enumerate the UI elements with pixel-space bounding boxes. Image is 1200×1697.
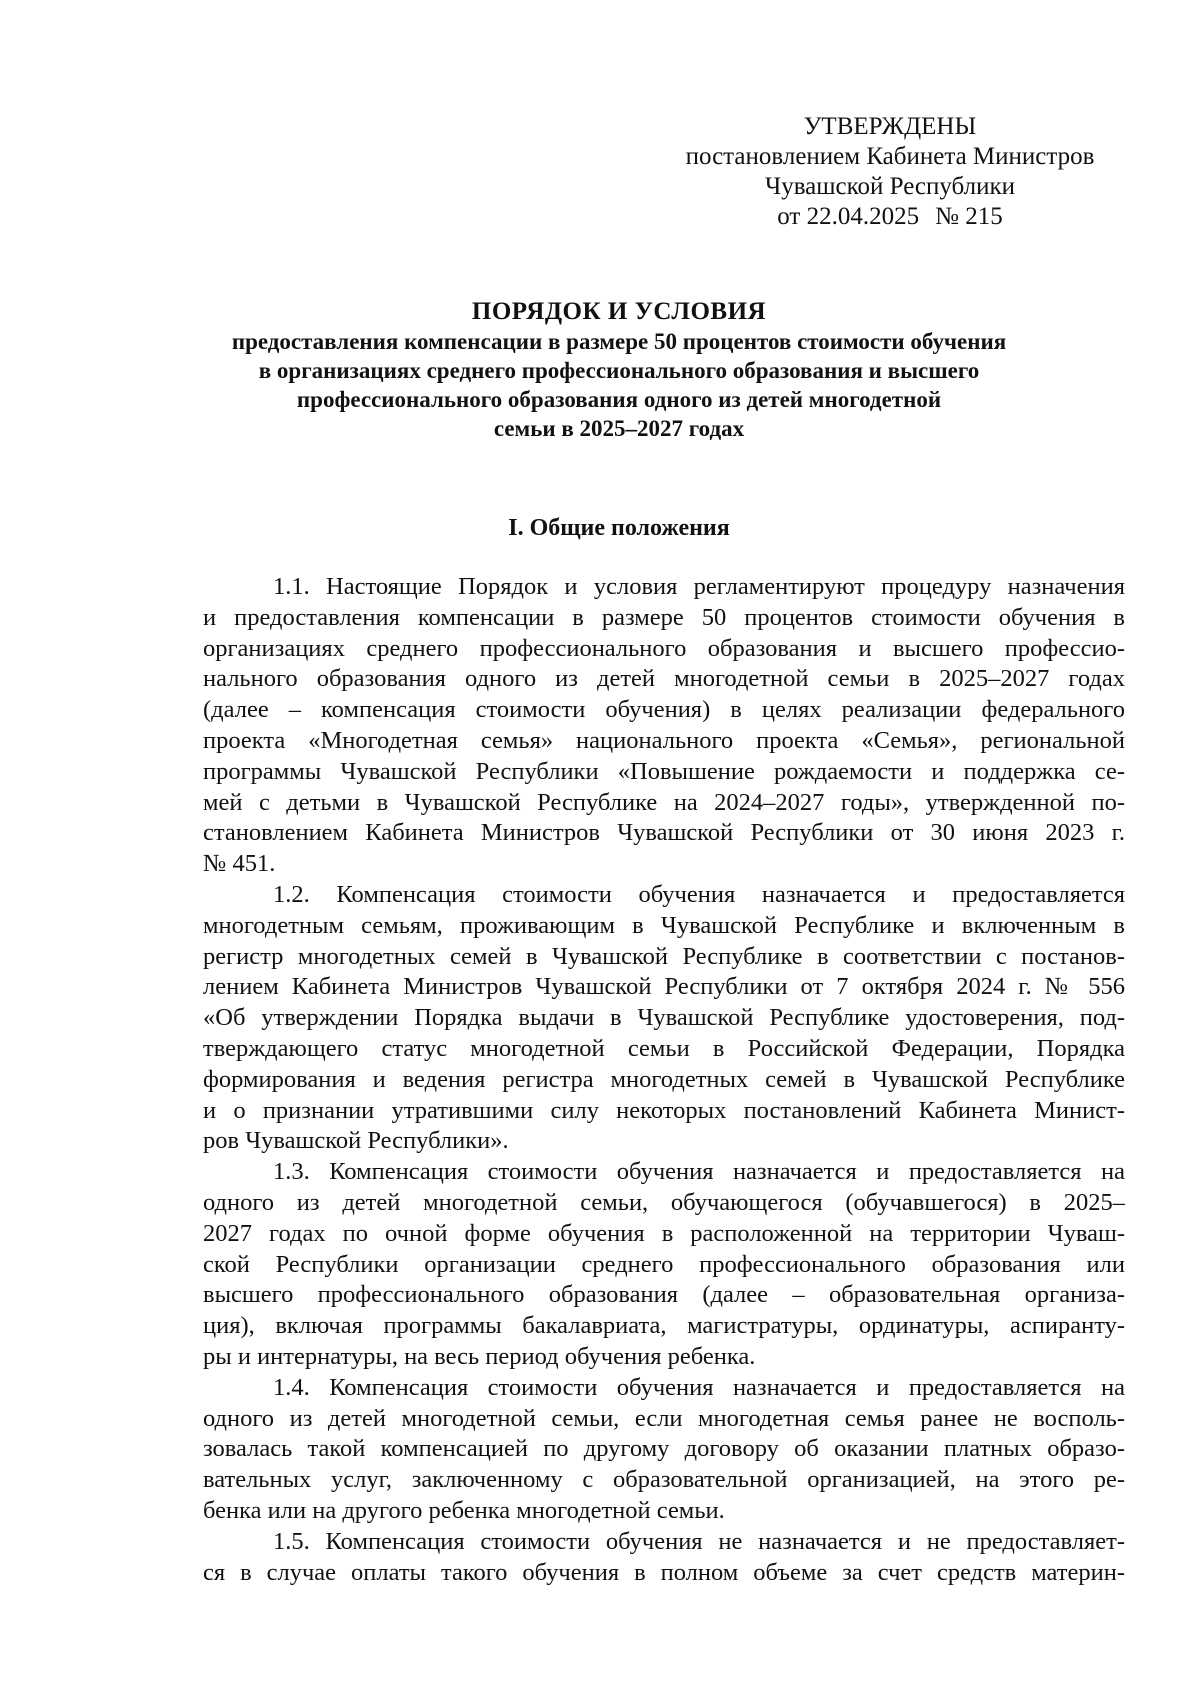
paragraph-line: программы Чувашской Республики «Повышение рождаемости и поддержка се- — [203, 757, 1125, 785]
section-heading: I. Общие положения — [508, 515, 730, 541]
paragraph-line: 1.3. Компенсация стоимости обучения назначается и предоставляется на — [273, 1158, 1125, 1186]
approval-date: от 22.04.2025 — [777, 203, 920, 230]
paragraph-line: регистр многодетных семей в Чувашской Республике в соответствии с постанов- — [203, 942, 1125, 970]
paragraph-line: лением Кабинета Министров Чувашской Республики от 7 октября 2024 г. № 556 — [203, 973, 1125, 1001]
document-body — [203, 572, 1125, 1588]
approval-date-line — [660, 202, 1120, 232]
paragraph-line: ской Республики организации среднего профессионального образования или — [203, 1250, 1125, 1278]
paragraph-line: организациях среднего профессионального образования и высшего профессио- — [203, 634, 1125, 662]
paragraph-line: бенка или на другого ребенка многодетной семьи. — [203, 1496, 725, 1524]
paragraph-line: нального образования одного из детей многодетной семьи в 2025–2027 годах — [203, 665, 1125, 693]
paragraph-line: 2027 годах по очной форме обучения в расположенной на территории Чуваш- — [203, 1219, 1125, 1247]
approval-republic: Чувашской Республики — [764, 173, 1016, 200]
paragraph — [203, 1157, 1125, 1373]
document-title-block — [150, 296, 1088, 443]
subtitle-line: в организациях среднего профессионального образования и высшего — [258, 358, 980, 383]
paragraph — [203, 1373, 1125, 1527]
paragraph-line: 1.5. Компенсация стоимости обучения не назначается и не предоставляет- — [273, 1527, 1125, 1555]
subtitle-line: предоставления компенсации в размере 50 процентов стоимости обучения — [231, 329, 1007, 354]
document-title: ПОРЯДОК И УСЛОВИЯ — [471, 298, 767, 325]
paragraph — [203, 572, 1125, 880]
paragraph-line: становлением Кабинета Министров Чувашской Республики от 30 июня 2023 г. — [203, 819, 1125, 847]
approval-stamp-block — [660, 112, 1120, 232]
paragraph-line: и предоставления компенсации в размере 50 процентов стоимости обучения в — [203, 603, 1125, 631]
subtitle-line: профессионального образования одного из детей многодетной — [296, 387, 942, 412]
paragraph-line: тверждающего статус многодетной семьи в Российской Федерации, Порядка — [203, 1034, 1125, 1062]
paragraph-line: многодетным семьям, проживающим в Чувашской Республике и включенным в — [203, 911, 1125, 939]
paragraph-line: и о признании утратившими силу некоторых постановлений Кабинета Минист- — [203, 1096, 1125, 1124]
paragraph-line: зовалась такой компенсацией по другому договору об оказании платных образо- — [203, 1435, 1125, 1463]
paragraph-line: (далее – компенсация стоимости обучения) в целях реализации федерального — [203, 696, 1125, 724]
document-subtitle — [150, 327, 1088, 443]
paragraph-line: ров Чувашской Республики». — [203, 1127, 509, 1155]
paragraph-line: № 451. — [203, 850, 276, 878]
paragraph-line: ция), включая программы бакалавриата, магистратуры, ординатуры, аспиранту- — [203, 1312, 1125, 1340]
paragraph-line: 1.4. Компенсация стоимости обучения назначается и предоставляется на — [273, 1373, 1125, 1401]
paragraph-line: «Об утверждении Порядка выдачи в Чувашской Республике удостоверения, под- — [203, 1004, 1125, 1032]
paragraph-line: 1.1. Настоящие Порядок и условия регламентируют процедуру назначения — [273, 573, 1125, 600]
paragraph-line: одного из детей многодетной семьи, обучающегося (обучавшегося) в 2025– — [203, 1188, 1125, 1216]
approval-number: № 215 — [935, 203, 1003, 230]
paragraph-line: формирования и ведения регистра многодетных семей в Чувашской Республике — [203, 1065, 1125, 1093]
paragraph-line: проекта «Многодетная семья» национального проекта «Семья», региональной — [203, 726, 1125, 754]
paragraph-line: одного из детей многодетной семьи, если многодетная семья ранее не восполь- — [203, 1404, 1125, 1432]
paragraph-line: мей с детьми в Чувашской Республике на 2024–2027 годы», утвержденной по- — [203, 788, 1125, 816]
paragraph-line: вательных услуг, заключенному с образовательной организацией, на этого ре- — [203, 1466, 1125, 1494]
approval-issuer: постановлением Кабинета Министров — [685, 143, 1095, 170]
paragraph — [203, 1527, 1125, 1589]
paragraph-line: ры и интернатуры, на весь период обучения ребенка. — [203, 1342, 756, 1370]
approval-heading: УТВЕРЖДЕНЫ — [803, 113, 977, 140]
paragraph — [203, 880, 1125, 1157]
paragraph-line: 1.2. Компенсация стоимости обучения назначается и предоставляется — [273, 880, 1125, 908]
subtitle-line: семьи в 2025–2027 годах — [493, 416, 745, 441]
paragraph-line: высшего профессионального образования (далее – образовательная организа- — [203, 1281, 1125, 1309]
paragraph-line: ся в случае оплаты такого обучения в полном объеме за счет средств материн- — [203, 1558, 1125, 1586]
